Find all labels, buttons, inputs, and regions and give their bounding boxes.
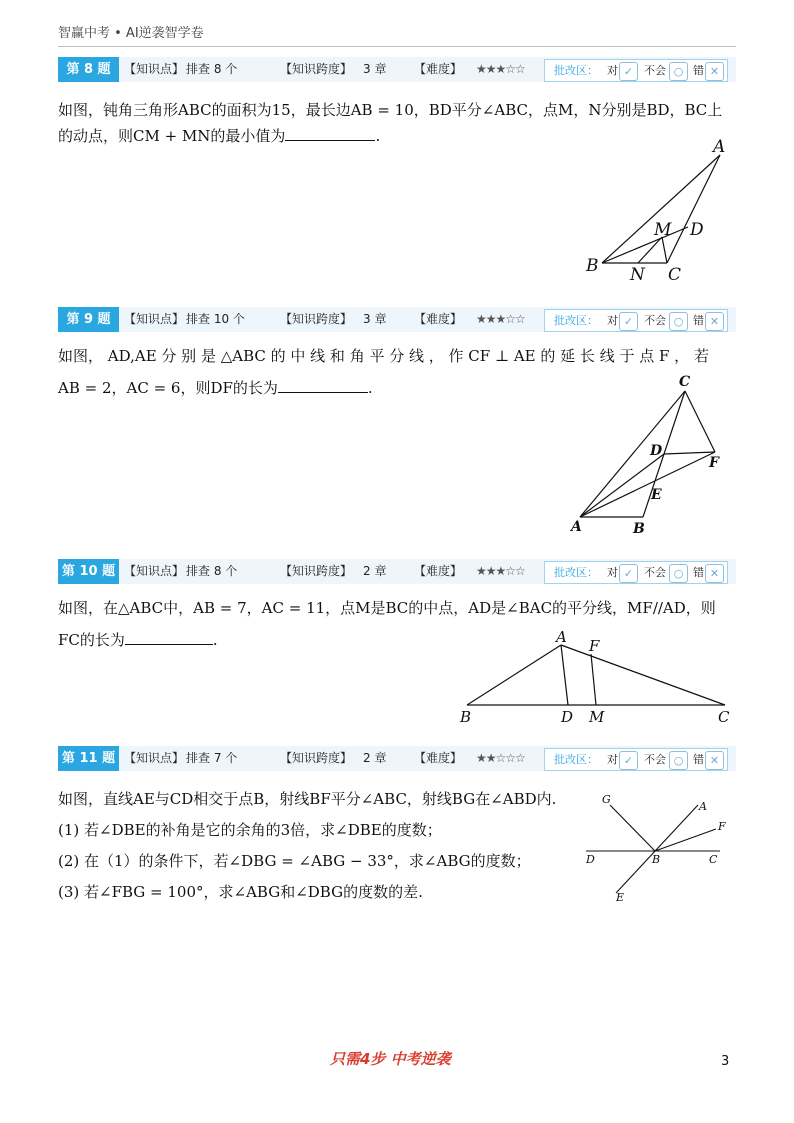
point-label: C [718,708,730,726]
point-label: A [571,519,582,535]
span-label: 【知识跨度】 [280,564,353,578]
right-checkbox[interactable]: ✓ [619,62,638,81]
grading-label: 批改区： [554,753,598,766]
wrong-checkbox[interactable]: ✕ [705,751,724,770]
question-text-line: 如图，在△ABC中，AB = 7，AC = 11，点M是BC的中点，AD是∠BAC的平分线，MF//AD，则 [58,599,716,617]
span-value: 2 章 [363,564,387,578]
wrong-label: 错 [693,753,704,766]
point-label: C [709,853,718,866]
wrong-label: 错 [693,566,704,579]
point-label: A [699,800,707,813]
right-checkbox[interactable]: ✓ [619,312,638,331]
difficulty-label: 【难度】 [414,564,463,578]
point-label: A [713,137,726,157]
difficulty-stars: ★★★☆☆ [476,312,525,326]
wrong-label: 错 [693,314,704,327]
question-10-figure [455,625,740,727]
span-label: 【知识跨度】 [280,62,353,76]
unknown-checkbox[interactable]: ○ [669,62,688,81]
sub-question-1: (1) 若∠DBE的补角是它的余角的3倍，求∠DBE的度数； [58,821,442,839]
question-text-line: FC的长为 . [58,627,716,653]
wrong-checkbox[interactable]: ✕ [705,312,724,331]
point-label: D [650,443,663,459]
kp-value: 排查 8 个 [186,62,238,76]
sub-question-3: (3) 若∠FBG = 100°，求∠ABG和∠DBG的度数的差. [58,883,423,901]
right-label: 对 [607,566,618,579]
right-checkbox[interactable]: ✓ [619,751,638,770]
kp-label: 【知识点】 [124,564,185,578]
unknown-label: 不会 [644,566,666,579]
question-number: 第 8 题 [58,57,119,82]
question-9-figure [565,370,735,538]
kp-label: 【知识点】 [124,312,185,326]
point-label: D [690,220,704,240]
point-label: F [589,637,600,655]
grading-label: 批改区： [554,314,598,327]
question-10-bar [58,559,736,584]
point-label: G [602,793,611,806]
kp-value: 排查 7 个 [186,751,238,765]
right-label: 对 [607,314,618,327]
point-label: D [586,853,595,866]
point-label: N [630,265,645,285]
grading-area [544,561,728,584]
question-number: 第 9 题 [58,307,119,332]
difficulty-label: 【难度】 [414,312,463,326]
point-label: F [709,455,719,471]
question-text-line: 的动点，则CM + MN的最小值为 . [58,123,722,149]
unknown-label: 不会 [644,753,666,766]
span-label: 【知识跨度】 [280,312,353,326]
point-label: M [654,220,672,240]
kp-value: 排查 8 个 [186,564,238,578]
grading-label: 批改区： [554,566,598,579]
unknown-label: 不会 [644,64,666,77]
point-label: C [668,265,682,285]
point-label: E [616,891,625,904]
point-label: B [633,521,645,537]
span-value: 3 章 [363,62,387,76]
page-header: 智赢中考 • AI逆袭智学卷 [58,26,204,41]
difficulty-label: 【难度】 [414,751,463,765]
question-text-line: AB = 2，AC = 6，则DF的长为 . [58,375,709,401]
right-label: 对 [607,64,618,77]
point-label: B [586,256,599,276]
answer-blank[interactable] [125,627,213,645]
question-9-bar [58,307,736,332]
question-number: 第 10 题 [58,559,119,584]
footer-logo: 只需4步 中考逆袭 [330,1050,451,1068]
difficulty-label: 【难度】 [414,62,463,76]
difficulty-stars: ★★☆☆☆ [476,751,525,765]
right-checkbox[interactable]: ✓ [619,564,638,583]
span-label: 【知识跨度】 [280,751,353,765]
span-value: 2 章 [363,751,387,765]
point-label: C [679,374,691,390]
point-label: F [718,820,726,833]
span-value: 3 章 [363,312,387,326]
question-8-bar [58,57,736,82]
wrong-label: 错 [693,64,704,77]
grading-area [544,309,728,332]
header-divider [58,46,736,47]
grading-area [544,748,728,771]
right-label: 对 [607,753,618,766]
answer-blank[interactable] [285,123,375,141]
wrong-checkbox[interactable]: ✕ [705,62,724,81]
difficulty-stars: ★★★☆☆ [476,564,525,578]
question-number: 第 11 题 [58,746,119,771]
point-label: A [556,628,567,646]
point-label: M [589,708,605,726]
difficulty-stars: ★★★☆☆ [476,62,525,76]
question-11-bar [58,746,736,771]
question-text-line: 如图，直线AE与CD相交于点B，射线BF平分∠ABC，射线BG在∠ABD内. [58,790,557,808]
unknown-checkbox[interactable]: ○ [669,312,688,331]
answer-blank[interactable] [278,375,368,393]
unknown-checkbox[interactable]: ○ [669,751,688,770]
wrong-checkbox[interactable]: ✕ [705,564,724,583]
point-label: B [460,708,472,726]
grading-label: 批改区： [554,64,598,77]
page-number: 3 [721,1054,730,1069]
question-11-figure [580,785,730,905]
sub-question-2: (2) 在（1）的条件下，若∠DBG = ∠ABG − 33°，求∠ABG的度数； [58,852,531,870]
kp-value: 排查 10 个 [186,312,245,326]
unknown-checkbox[interactable]: ○ [669,564,688,583]
question-8-figure [580,135,740,285]
grading-area [544,59,728,82]
unknown-label: 不会 [644,314,666,327]
question-11-text [58,784,556,908]
question-text-line: 如图，钝角三角形ABC的面积为15，最长边AB = 10，BD平分∠ABC，点M，N分别是BD，BC上 [58,101,723,119]
point-label: E [651,487,662,503]
point-label: D [561,708,574,726]
kp-label: 【知识点】 [124,751,185,765]
kp-label: 【知识点】 [124,62,185,76]
question-text-line: 如图， AD,AE 分 别 是 △ABC 的 中 线 和 角 平 分 线 ， 作 CF ⊥ AE 的 延 长 线 于 点 F ， 若 [58,347,709,365]
point-label: B [652,853,661,866]
